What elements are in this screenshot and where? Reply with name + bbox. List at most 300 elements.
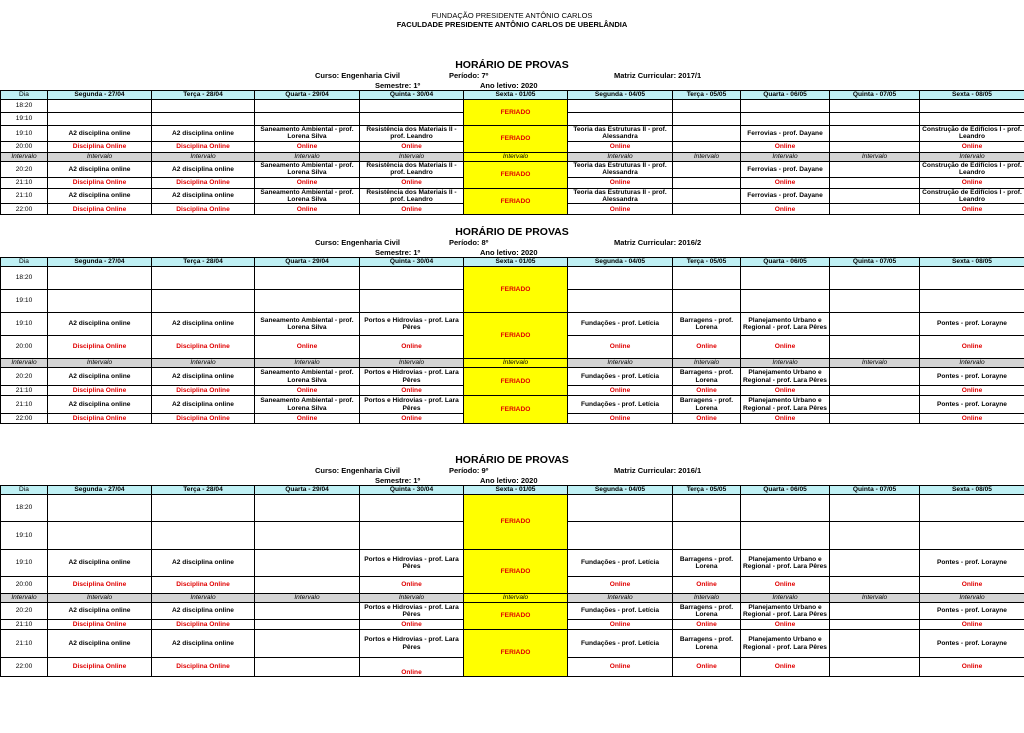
exam-mode-cell: Disciplina Online bbox=[152, 577, 255, 594]
exam-subject-cell: Resistência dos Materiais II - prof. Leandro bbox=[360, 126, 464, 142]
exam-mode-cell: Online bbox=[741, 386, 830, 396]
time-slot: 20:00 bbox=[1, 141, 48, 152]
exam-subject-cell: Teoria das Estruturas II - prof. Alessandra bbox=[568, 126, 673, 142]
exam-mode-cell: Online bbox=[360, 620, 464, 630]
schedule-title: HORÁRIO DE PROVAS bbox=[0, 454, 1024, 466]
weekday-column-header: Sexta - 01/05 bbox=[464, 486, 568, 495]
exam-subject-cell: Barragens - prof. Lorena bbox=[673, 630, 741, 658]
time-slot: 21:10 bbox=[1, 630, 48, 658]
schedule-title: HORÁRIO DE PROVAS bbox=[0, 226, 1024, 238]
day-column-header: Dia bbox=[1, 486, 48, 495]
exam-mode-cell: Disciplina Online bbox=[152, 620, 255, 630]
weekday-column-header: Segunda - 27/04 bbox=[48, 486, 152, 495]
day-column-header: Dia bbox=[1, 258, 48, 267]
exam-mode-cell: Disciplina Online bbox=[48, 620, 152, 630]
schedule-meta bbox=[0, 238, 1024, 257]
schedule-block bbox=[0, 226, 1024, 424]
exam-subject-cell bbox=[830, 126, 920, 142]
interval-cell: Intervalo bbox=[1, 594, 48, 603]
exam-subject-cell: Portos e Hidrovias - prof. Lara Pêres bbox=[360, 368, 464, 386]
empty-cell bbox=[152, 267, 255, 290]
exam-subject-cell: Ferrovias - prof. Dayane bbox=[741, 126, 830, 142]
exam-subject-cell: A2 disciplina online bbox=[152, 396, 255, 414]
schedule-block bbox=[0, 454, 1024, 677]
interval-cell: Intervalo bbox=[152, 152, 255, 161]
empty-cell bbox=[152, 522, 255, 550]
schedule-block bbox=[0, 59, 1024, 215]
empty-cell bbox=[673, 522, 741, 550]
time-slot: 18:20 bbox=[1, 100, 48, 113]
exam-mode-cell: Online bbox=[920, 177, 1024, 188]
exam-subject-cell: A2 disciplina online bbox=[152, 368, 255, 386]
exam-subject-cell: Saneamento Ambiental - prof. Lorena Silva bbox=[255, 188, 360, 204]
weekday-column-header: Segunda - 27/04 bbox=[48, 258, 152, 267]
exam-mode-cell: Online bbox=[255, 336, 360, 359]
exam-mode-cell: Online bbox=[741, 177, 830, 188]
exam-subject-cell bbox=[830, 396, 920, 414]
exam-subject-cell: A2 disciplina online bbox=[152, 550, 255, 577]
exam-subject-cell: Saneamento Ambiental - prof. Lorena Silva bbox=[255, 368, 360, 386]
empty-cell bbox=[255, 113, 360, 126]
exam-subject-cell bbox=[830, 550, 920, 577]
empty-cell bbox=[830, 495, 920, 522]
interval-cell: Intervalo bbox=[1, 152, 48, 161]
weekday-column-header: Terça - 28/04 bbox=[152, 91, 255, 100]
weekday-column-header: Quinta - 30/04 bbox=[360, 258, 464, 267]
empty-cell bbox=[830, 113, 920, 126]
empty-cell bbox=[255, 100, 360, 113]
semester-label: Semestre: 1º bbox=[375, 81, 420, 90]
holiday-cell: FERIADO bbox=[464, 495, 568, 550]
empty-cell bbox=[920, 267, 1024, 290]
empty-cell bbox=[830, 290, 920, 313]
exam-mode-cell: Online bbox=[673, 414, 741, 424]
exam-subject-cell: Ferrovias - prof. Dayane bbox=[741, 188, 830, 204]
interval-cell: Intervalo bbox=[255, 594, 360, 603]
exam-subject-cell: A2 disciplina online bbox=[152, 188, 255, 204]
empty-cell bbox=[673, 495, 741, 522]
exam-subject-cell: A2 disciplina online bbox=[152, 161, 255, 177]
schedule-table bbox=[0, 485, 1024, 677]
exam-mode-cell: Disciplina Online bbox=[152, 204, 255, 215]
exam-subject-cell: Teoria das Estruturas II - prof. Alessandra bbox=[568, 161, 673, 177]
interval-cell: Intervalo bbox=[830, 152, 920, 161]
weekday-column-header: Sexta - 08/05 bbox=[920, 91, 1024, 100]
exam-mode-cell: Online bbox=[360, 204, 464, 215]
empty-cell bbox=[741, 522, 830, 550]
empty-cell bbox=[920, 495, 1024, 522]
time-slot: 19:10 bbox=[1, 290, 48, 313]
exam-subject-cell: A2 disciplina online bbox=[48, 188, 152, 204]
course-label: Curso: Engenharia Civil bbox=[315, 71, 400, 80]
exam-mode-cell: Disciplina Online bbox=[48, 414, 152, 424]
empty-cell bbox=[152, 113, 255, 126]
time-slot: 21:10 bbox=[1, 177, 48, 188]
empty-cell bbox=[920, 290, 1024, 313]
exam-mode-cell: Disciplina Online bbox=[152, 141, 255, 152]
empty-cell bbox=[152, 290, 255, 313]
interval-cell: Intervalo bbox=[255, 359, 360, 368]
exam-subject-cell: Fundações - prof. Letícia bbox=[568, 603, 673, 620]
exam-subject-cell: A2 disciplina online bbox=[48, 630, 152, 658]
time-slot: 22:00 bbox=[1, 204, 48, 215]
schedule-meta bbox=[0, 71, 1024, 90]
exam-mode-cell: Disciplina Online bbox=[152, 658, 255, 677]
interval-cell: Intervalo bbox=[48, 152, 152, 161]
exam-mode-cell: Disciplina Online bbox=[48, 204, 152, 215]
empty-cell bbox=[360, 522, 464, 550]
exam-mode-cell: Online bbox=[255, 204, 360, 215]
faculty-name: FACULDADE PRESIDENTE ANTÔNIO CARLOS DE UBERLÂNDIA bbox=[0, 20, 1024, 29]
exam-mode-cell bbox=[673, 204, 741, 215]
weekday-column-header: Quinta - 07/05 bbox=[830, 486, 920, 495]
exam-mode-cell: Online bbox=[255, 141, 360, 152]
interval-cell: Intervalo bbox=[830, 359, 920, 368]
empty-cell bbox=[830, 267, 920, 290]
exam-mode-cell: Disciplina Online bbox=[152, 336, 255, 359]
empty-cell bbox=[255, 495, 360, 522]
year-label: Ano letivo: 2020 bbox=[480, 248, 538, 257]
exam-subject-cell: Planejamento Urbano e Regional - prof. Lara Pêres bbox=[741, 396, 830, 414]
exam-subject-cell bbox=[673, 188, 741, 204]
exam-mode-cell bbox=[830, 620, 920, 630]
exam-mode-cell: Online bbox=[568, 177, 673, 188]
exam-mode-cell: Online bbox=[673, 336, 741, 359]
exam-subject-cell: A2 disciplina online bbox=[48, 603, 152, 620]
exam-subject-cell: Barragens - prof. Lorena bbox=[673, 396, 741, 414]
exam-subject-cell bbox=[830, 368, 920, 386]
schedule-table bbox=[0, 90, 1024, 215]
exam-mode-cell: Online bbox=[920, 386, 1024, 396]
exam-subject-cell: Pontes - prof. Lorayne bbox=[920, 313, 1024, 336]
exam-subject-cell bbox=[255, 550, 360, 577]
holiday-cell: FERIADO bbox=[464, 550, 568, 594]
weekday-column-header: Quinta - 07/05 bbox=[830, 91, 920, 100]
curriculum-label: Matriz Curricular: 2016/2 bbox=[614, 238, 701, 247]
weekday-column-header: Terça - 05/05 bbox=[673, 91, 741, 100]
exam-mode-cell: Disciplina Online bbox=[48, 177, 152, 188]
exam-mode-cell: Online bbox=[568, 414, 673, 424]
exam-subject-cell: Barragens - prof. Lorena bbox=[673, 603, 741, 620]
weekday-column-header: Segunda - 04/05 bbox=[568, 486, 673, 495]
interval-cell: Intervalo bbox=[830, 594, 920, 603]
time-slot: 19:10 bbox=[1, 550, 48, 577]
interval-cell: Intervalo bbox=[360, 359, 464, 368]
exam-subject-cell: A2 disciplina online bbox=[48, 368, 152, 386]
empty-cell bbox=[673, 113, 741, 126]
empty-cell bbox=[920, 522, 1024, 550]
exam-mode-cell: Online bbox=[673, 658, 741, 677]
semester-label: Semestre: 1º bbox=[375, 476, 420, 485]
weekday-column-header: Sexta - 01/05 bbox=[464, 258, 568, 267]
exam-mode-cell: Online bbox=[360, 414, 464, 424]
holiday-cell: FERIADO bbox=[464, 188, 568, 215]
interval-cell: Intervalo bbox=[464, 152, 568, 161]
exam-mode-cell: Online bbox=[673, 620, 741, 630]
exam-subject-cell: Saneamento Ambiental - prof. Lorena Silva bbox=[255, 126, 360, 142]
exam-mode-cell bbox=[673, 141, 741, 152]
holiday-cell: FERIADO bbox=[464, 368, 568, 396]
exam-subject-cell: Saneamento Ambiental - prof. Lorena Silva bbox=[255, 161, 360, 177]
weekday-column-header: Segunda - 04/05 bbox=[568, 258, 673, 267]
exam-subject-cell: Fundações - prof. Letícia bbox=[568, 630, 673, 658]
time-slot: 21:10 bbox=[1, 188, 48, 204]
exam-subject-cell: Planejamento Urbano e Regional - prof. Lara Pêres bbox=[741, 603, 830, 620]
exam-subject-cell: Construção de Edifícios I - prof. Leandro bbox=[920, 161, 1024, 177]
exam-subject-cell: A2 disciplina online bbox=[48, 161, 152, 177]
weekday-column-header: Sexta - 01/05 bbox=[464, 91, 568, 100]
time-slot: 19:10 bbox=[1, 522, 48, 550]
exam-subject-cell: Fundações - prof. Letícia bbox=[568, 550, 673, 577]
interval-cell: Intervalo bbox=[568, 152, 673, 161]
interval-cell: Intervalo bbox=[741, 359, 830, 368]
empty-cell bbox=[830, 522, 920, 550]
weekday-column-header: Sexta - 08/05 bbox=[920, 258, 1024, 267]
time-slot: 21:10 bbox=[1, 396, 48, 414]
holiday-cell: FERIADO bbox=[464, 161, 568, 188]
empty-cell bbox=[360, 113, 464, 126]
exam-subject-cell: A2 disciplina online bbox=[152, 313, 255, 336]
exam-mode-cell bbox=[830, 204, 920, 215]
exam-subject-cell: Portos e Hidrovias - prof. Lara Pêres bbox=[360, 396, 464, 414]
exam-mode-cell bbox=[255, 620, 360, 630]
exam-subject-cell: A2 disciplina online bbox=[48, 313, 152, 336]
exam-subject-cell: Pontes - prof. Lorayne bbox=[920, 603, 1024, 620]
empty-cell bbox=[920, 100, 1024, 113]
exam-subject-cell: Teoria das Estruturas II - prof. Alessandra bbox=[568, 188, 673, 204]
empty-cell bbox=[568, 100, 673, 113]
holiday-cell: FERIADO bbox=[464, 313, 568, 359]
empty-cell bbox=[255, 522, 360, 550]
interval-cell: Intervalo bbox=[360, 152, 464, 161]
time-slot: 20:20 bbox=[1, 161, 48, 177]
interval-cell: Intervalo bbox=[920, 359, 1024, 368]
period-label: Período: 7º bbox=[449, 71, 488, 80]
exam-mode-cell: Disciplina Online bbox=[152, 414, 255, 424]
exam-subject-cell: Barragens - prof. Lorena bbox=[673, 550, 741, 577]
day-column-header: Dia bbox=[1, 91, 48, 100]
time-slot: 19:10 bbox=[1, 113, 48, 126]
holiday-cell: FERIADO bbox=[464, 267, 568, 313]
exam-subject-cell: Planejamento Urbano e Regional - prof. Lara Pêres bbox=[741, 550, 830, 577]
exam-subject-cell: Pontes - prof. Lorayne bbox=[920, 396, 1024, 414]
exam-subject-cell: Portos e Hidrovias - prof. Lara Pêres bbox=[360, 550, 464, 577]
exam-mode-cell bbox=[830, 336, 920, 359]
exam-subject-cell: Pontes - prof. Lorayne bbox=[920, 368, 1024, 386]
empty-cell bbox=[673, 100, 741, 113]
interval-cell: Intervalo bbox=[741, 594, 830, 603]
exam-subject-cell bbox=[255, 630, 360, 658]
course-label: Curso: Engenharia Civil bbox=[315, 466, 400, 475]
exam-subject-cell: Fundações - prof. Letícia bbox=[568, 396, 673, 414]
empty-cell bbox=[741, 100, 830, 113]
exam-subject-cell bbox=[673, 161, 741, 177]
exam-mode-cell: Online bbox=[920, 141, 1024, 152]
interval-cell: Intervalo bbox=[741, 152, 830, 161]
exam-mode-cell: Online bbox=[920, 658, 1024, 677]
exam-subject-cell: A2 disciplina online bbox=[48, 550, 152, 577]
interval-cell: Intervalo bbox=[152, 594, 255, 603]
exam-subject-cell: Portos e Hidrovias - prof. Lara Pêres bbox=[360, 603, 464, 620]
time-slot: 21:10 bbox=[1, 386, 48, 396]
exam-subject-cell: Fundações - prof. Letícia bbox=[568, 368, 673, 386]
exam-mode-cell: Online bbox=[741, 620, 830, 630]
weekday-column-header: Terça - 28/04 bbox=[152, 486, 255, 495]
exam-mode-cell: Online bbox=[255, 414, 360, 424]
curriculum-label: Matriz Curricular: 2016/1 bbox=[614, 466, 701, 475]
interval-cell: Intervalo bbox=[48, 359, 152, 368]
empty-cell bbox=[360, 267, 464, 290]
interval-cell: Intervalo bbox=[920, 594, 1024, 603]
exam-mode-cell bbox=[830, 386, 920, 396]
empty-cell bbox=[741, 495, 830, 522]
empty-cell bbox=[360, 495, 464, 522]
interval-cell: Intervalo bbox=[464, 359, 568, 368]
exam-mode-cell: Online bbox=[673, 386, 741, 396]
exam-mode-cell: Online bbox=[568, 386, 673, 396]
interval-cell: Intervalo bbox=[152, 359, 255, 368]
time-slot: 21:10 bbox=[1, 620, 48, 630]
exam-subject-cell bbox=[830, 313, 920, 336]
empty-cell bbox=[568, 290, 673, 313]
time-slot: 18:20 bbox=[1, 495, 48, 522]
exam-mode-cell: Online bbox=[568, 620, 673, 630]
empty-cell bbox=[741, 113, 830, 126]
time-slot: 20:00 bbox=[1, 336, 48, 359]
exam-mode-cell: Online bbox=[741, 336, 830, 359]
time-slot: 22:00 bbox=[1, 658, 48, 677]
exam-mode-cell: Online bbox=[741, 414, 830, 424]
empty-cell bbox=[568, 267, 673, 290]
semester-label: Semestre: 1º bbox=[375, 248, 420, 257]
exam-subject-cell: Barragens - prof. Lorena bbox=[673, 368, 741, 386]
exam-subject-cell: Resistência dos Materiais II - prof. Leandro bbox=[360, 161, 464, 177]
weekday-column-header: Quarta - 29/04 bbox=[255, 91, 360, 100]
weekday-column-header: Segunda - 04/05 bbox=[568, 91, 673, 100]
empty-cell bbox=[48, 290, 152, 313]
weekday-column-header: Quarta - 06/05 bbox=[741, 258, 830, 267]
weekday-column-header: Terça - 28/04 bbox=[152, 258, 255, 267]
exam-mode-cell bbox=[830, 141, 920, 152]
exam-subject-cell: Pontes - prof. Lorayne bbox=[920, 630, 1024, 658]
interval-cell: Intervalo bbox=[568, 594, 673, 603]
exam-mode-cell: Online bbox=[568, 141, 673, 152]
exam-subject-cell: Pontes - prof. Lorayne bbox=[920, 550, 1024, 577]
empty-cell bbox=[673, 267, 741, 290]
exam-mode-cell: Online bbox=[568, 336, 673, 359]
exam-subject-cell: Resistência dos Materiais II - prof. Leandro bbox=[360, 188, 464, 204]
exam-mode-cell: Disciplina Online bbox=[48, 577, 152, 594]
time-slot: 20:00 bbox=[1, 577, 48, 594]
exam-subject-cell: A2 disciplina online bbox=[48, 126, 152, 142]
interval-cell: Intervalo bbox=[673, 152, 741, 161]
holiday-cell: FERIADO bbox=[464, 126, 568, 153]
exam-mode-cell: Online bbox=[360, 141, 464, 152]
exam-subject-cell bbox=[255, 603, 360, 620]
exam-mode-cell: Online bbox=[741, 204, 830, 215]
schedule-table bbox=[0, 257, 1024, 424]
foundation-name: FUNDAÇÃO PRESIDENTE ANTÔNIO CARLOS bbox=[0, 11, 1024, 20]
empty-cell bbox=[830, 100, 920, 113]
empty-cell bbox=[920, 113, 1024, 126]
interval-cell: Intervalo bbox=[464, 594, 568, 603]
empty-cell bbox=[255, 290, 360, 313]
interval-cell: Intervalo bbox=[1, 359, 48, 368]
exam-subject-cell: A2 disciplina online bbox=[152, 603, 255, 620]
interval-cell: Intervalo bbox=[673, 359, 741, 368]
exam-mode-cell: Disciplina Online bbox=[48, 386, 152, 396]
exam-subject-cell bbox=[830, 161, 920, 177]
document-header bbox=[0, 11, 1024, 29]
weekday-column-header: Quinta - 30/04 bbox=[360, 91, 464, 100]
holiday-cell: FERIADO bbox=[464, 100, 568, 126]
exam-mode-cell bbox=[830, 658, 920, 677]
exam-mode-cell: Online bbox=[920, 414, 1024, 424]
exam-mode-cell: Disciplina Online bbox=[152, 386, 255, 396]
exam-mode-cell bbox=[673, 177, 741, 188]
exam-subject-cell: Fundações - prof. Letícia bbox=[568, 313, 673, 336]
interval-cell: Intervalo bbox=[568, 359, 673, 368]
exam-subject-cell bbox=[830, 630, 920, 658]
exam-mode-cell: Online bbox=[920, 620, 1024, 630]
time-slot: 19:10 bbox=[1, 313, 48, 336]
weekday-column-header: Sexta - 08/05 bbox=[920, 486, 1024, 495]
weekday-column-header: Quarta - 29/04 bbox=[255, 486, 360, 495]
exam-subject-cell: A2 disciplina online bbox=[152, 630, 255, 658]
holiday-cell: FERIADO bbox=[464, 603, 568, 630]
course-label: Curso: Engenharia Civil bbox=[315, 238, 400, 247]
empty-cell bbox=[152, 495, 255, 522]
empty-cell bbox=[568, 495, 673, 522]
schedule-title: HORÁRIO DE PROVAS bbox=[0, 59, 1024, 71]
empty-cell bbox=[568, 113, 673, 126]
exam-mode-cell: Online bbox=[360, 658, 464, 677]
time-slot: 22:00 bbox=[1, 414, 48, 424]
exam-mode-cell bbox=[255, 658, 360, 677]
empty-cell bbox=[48, 495, 152, 522]
exam-subject-cell bbox=[830, 188, 920, 204]
year-label: Ano letivo: 2020 bbox=[480, 476, 538, 485]
empty-cell bbox=[741, 290, 830, 313]
weekday-column-header: Quarta - 06/05 bbox=[741, 486, 830, 495]
weekday-column-header: Terça - 05/05 bbox=[673, 258, 741, 267]
exam-mode-cell bbox=[830, 177, 920, 188]
exam-mode-cell: Disciplina Online bbox=[48, 336, 152, 359]
time-slot: 20:20 bbox=[1, 603, 48, 620]
exam-mode-cell: Online bbox=[568, 658, 673, 677]
empty-cell bbox=[360, 290, 464, 313]
exam-mode-cell: Online bbox=[255, 386, 360, 396]
schedule-meta bbox=[0, 466, 1024, 485]
time-slot: 20:20 bbox=[1, 368, 48, 386]
weekday-column-header: Quinta - 07/05 bbox=[830, 258, 920, 267]
exam-subject-cell: Construção de Edifícios I - prof. Leandro bbox=[920, 188, 1024, 204]
empty-cell bbox=[360, 100, 464, 113]
exam-subject-cell: Portos e Hidrovias - prof. Lara Pêres bbox=[360, 313, 464, 336]
exam-subject-cell: Saneamento Ambiental - prof. Lorena Silva bbox=[255, 396, 360, 414]
exam-mode-cell: Online bbox=[360, 336, 464, 359]
exam-mode-cell: Online bbox=[360, 177, 464, 188]
exam-mode-cell: Online bbox=[255, 177, 360, 188]
curriculum-label: Matriz Curricular: 2017/1 bbox=[614, 71, 701, 80]
interval-cell: Intervalo bbox=[673, 594, 741, 603]
exam-mode-cell: Online bbox=[741, 577, 830, 594]
holiday-cell: FERIADO bbox=[464, 630, 568, 677]
exam-subject-cell: Planejamento Urbano e Regional - prof. Lara Pêres bbox=[741, 368, 830, 386]
interval-cell: Intervalo bbox=[360, 594, 464, 603]
interval-cell: Intervalo bbox=[48, 594, 152, 603]
exam-subject-cell: A2 disciplina online bbox=[48, 396, 152, 414]
